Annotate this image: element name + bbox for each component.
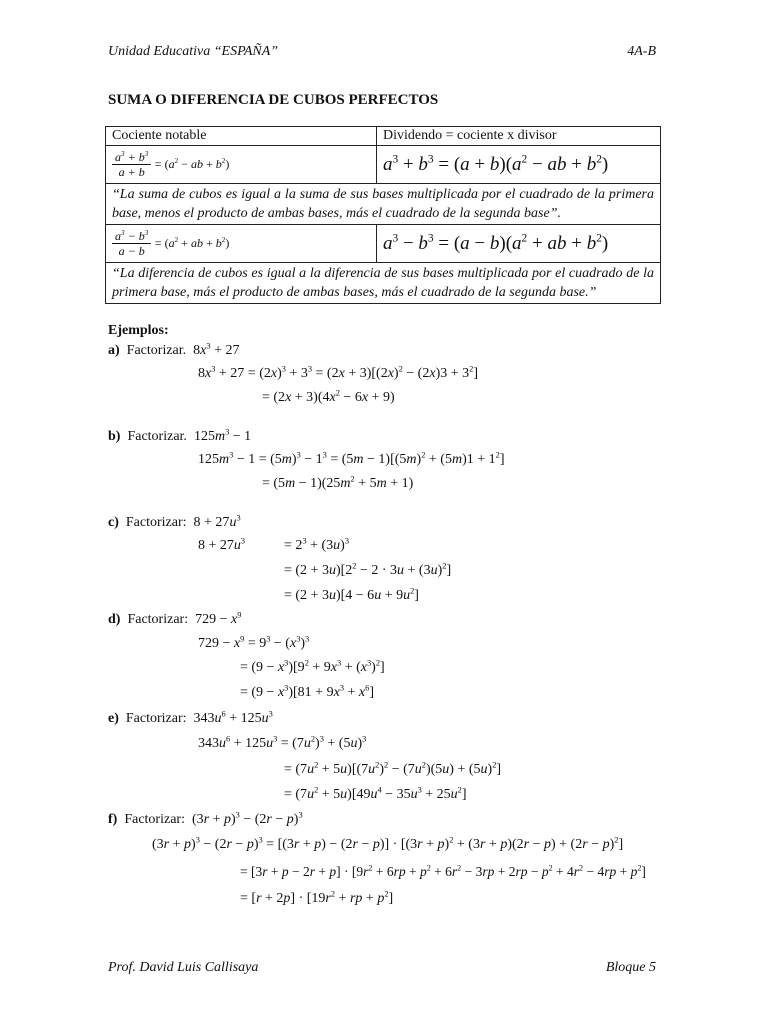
diff-identity-formula: $a^3 - b^3 = (a - b)(a^2$ + ab + $b^2$): [377, 225, 661, 263]
col-header-dividend: Dividendo = cociente x divisor: [377, 127, 661, 146]
example-b-statement: b) Factorizar. $125m^3 - 1$: [108, 427, 252, 444]
example-a-step2: = $(2x + 3)(4x^2 - 6x + 9)$: [262, 388, 395, 405]
page-title: SUMA O DIFERENCIA DE CUBOS PERFECTOS: [108, 92, 439, 108]
example-d-step1: $729 - x^9 = 9^3 - (x^3)^3$: [198, 634, 310, 651]
page-header: [108, 44, 656, 60]
sum-identity-formula: $a^3 + b^3 = (a + b)(a^2$ − ab + $b^2$): [377, 146, 661, 184]
formulas-table: [105, 126, 661, 304]
sum-rule-quote: “La suma de cubos es igual a la suma de sus bases multiplicada por el cuadrado de la primera base, menos el producto de ambas bases, más el cuadrado de la segunda base”.: [106, 184, 661, 225]
sum-quotient-formula: $\frac{a^3 + b^3}{a + b}$ = ($a^2$ − ab + $b^2$): [106, 146, 377, 184]
example-c-step1-rhs: = $2^3 + (3u)^3$: [284, 536, 350, 553]
diff-rule-quote: “La diferencia de cubos es igual a la diferencia de sus bases multiplicada por el cuadrado de la primera base, más el producto de ambas bases, más el cuadrado de la segunda base.”: [106, 263, 661, 304]
example-c-step2: = $(2 + 3u)[2^2 - 2 \cdot 3u + (3u)^2]$: [284, 561, 452, 578]
example-f-step3: = $[r + 2p] \cdot [19r^2$ + rp + $p^2$]: [240, 889, 394, 906]
example-b-step2: = $(5m - 1)(25m^2 + 5m + 1)$: [262, 474, 414, 491]
block-label: Bloque 5: [605, 960, 656, 975]
example-e-step2: = $(7u^2 + 5u)[(7u^2)^2 - (7u^2)(5u) + (5u)^2]$: [284, 760, 502, 777]
example-e-step3: = $(7u^2 + 5u)[49u^4 - 35u^3 + 25u^2]$: [284, 785, 467, 802]
school-name: Unidad Educativa “ESPAÑA”: [108, 44, 279, 59]
example-e-step1: $343u^6 + 125u^3 = (7u^2)^3 + (5u)^3$: [198, 734, 367, 751]
teacher-name: Prof. David Luis Callisaya: [108, 960, 259, 975]
example-a-step1: $8x^3 + 27 = (2x)^3 + 3^3 = (2x + 3)[(2x)^2 - (2x)3 + 3^2]$: [198, 364, 478, 381]
grade-label: 4A-B: [627, 44, 656, 59]
page-footer: [108, 960, 656, 976]
example-e-statement: e) Factorizar: $343u^6 + 125u^3$: [108, 709, 273, 726]
example-c-step1: $8 + 27u^3$: [198, 536, 246, 553]
example-d-step3: = $(9 - x^3)[81 + 9x^3 + x^6]$: [240, 683, 374, 700]
diff-quotient-formula: $\frac{a^3 - b^3}{a - b}$ = ($a^2$ + ab + $b^2$): [106, 225, 377, 263]
examples-heading: Ejemplos:: [108, 323, 169, 338]
example-d-statement: d) Factorizar: $729 - x^9$: [108, 610, 242, 627]
example-f-statement: f) Factorizar: $(3r + p)^3 - (2r - p)^3$: [108, 810, 303, 827]
example-f-step1: $(3r + p)^3 - (2r - p)^3 = [(3r + p) - (2r - p)] \cdot [(3r + p)^2 + (3r + p)(2r - p) + (2r - p)^2]$: [152, 835, 624, 852]
example-d-step2: = $(9 - x^3)[9^2 + 9x^3 + (x^3)^2]$: [240, 658, 385, 675]
example-c-statement: c) Factorizar: $8 + 27u^3$: [108, 513, 241, 530]
example-b-step1: $125m^3 - 1 = (5m)^3 - 1^3 = (5m - 1)[(5m)^2 + (5m)1 + 1^2]$: [198, 450, 505, 467]
example-a-statement: a) Factorizar. $8x^3 + 27$: [108, 341, 240, 358]
example-f-step2: = $[3r + p - 2r + p] \cdot [9r^2 + 6rp + p^2 + 6r^2 - 3rp + 2rp - p^2 + 4r^2 - 4rp + p^2]$: [240, 863, 646, 879]
col-header-quotient: Cociente notable: [106, 127, 377, 146]
example-c-step3: = $(2 + 3u)[4 - 6u + 9u^2]$: [284, 586, 419, 603]
